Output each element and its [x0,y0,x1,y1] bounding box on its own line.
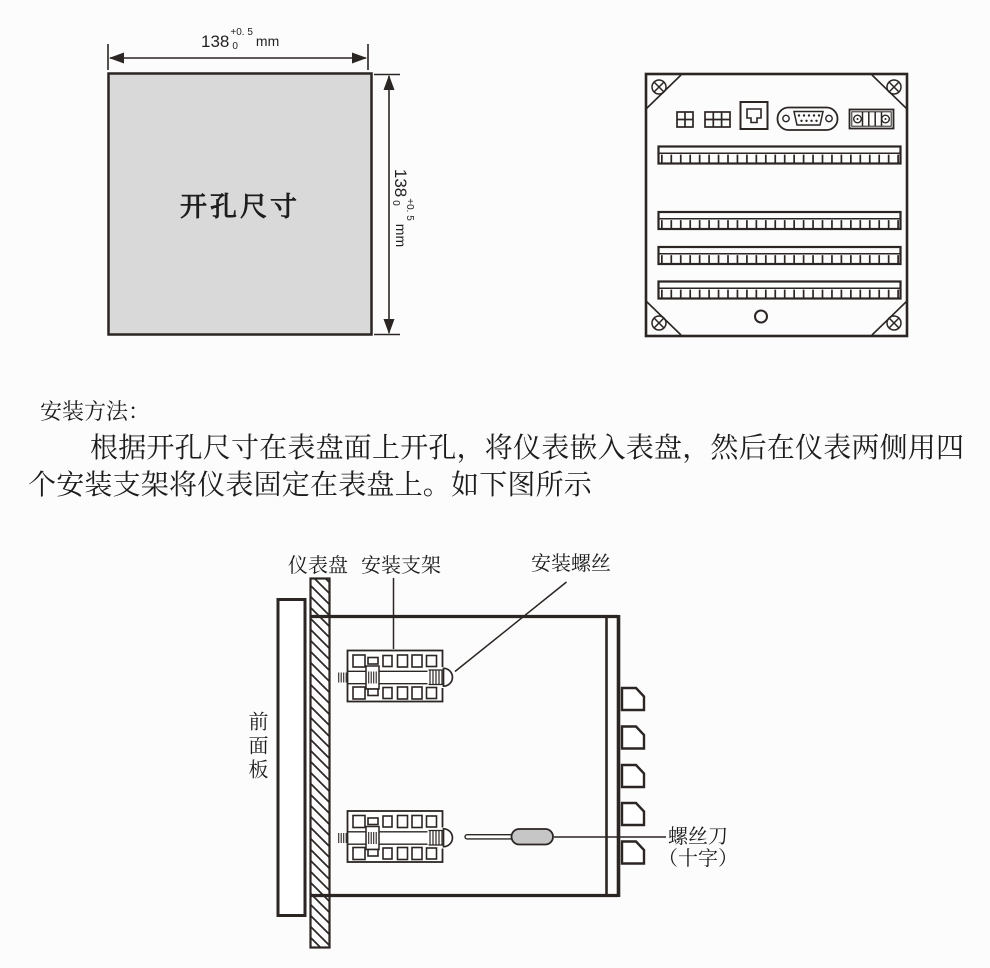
rear-panel-drawing [646,74,907,336]
bottom-hole [755,311,767,323]
terminal-strip [659,282,901,299]
arrowhead [384,75,395,90]
dimension-tolerance: +0. 5 0 [390,198,415,221]
terminal-strip [659,147,901,164]
rear-terminal [622,842,644,864]
screwdriver-icon [465,829,553,845]
rear-terminal [622,765,644,787]
rear-terminal [622,688,644,710]
screw-label: 安装螺丝 [531,553,611,575]
bracket-label: 安装支架 [361,555,441,577]
screw-leader-line [455,582,567,672]
terminal-3pin-icon [705,112,730,127]
terminal-strip [659,247,901,264]
arrowhead [109,53,124,64]
dimension-unit: mm [393,223,409,248]
rj45-port-icon [741,102,768,129]
front-panel-bezel [278,600,305,916]
corner-screw-icon [887,80,901,94]
db9-port-icon [778,108,838,131]
install-method-heading: 安装方法： [40,399,151,424]
dimension-unit: mm [255,33,280,49]
screwdriver-label: 螺丝刀 [668,826,728,848]
cutout-width-dimension [201,29,279,53]
arrowhead [352,53,367,64]
terminal-strip [659,212,901,229]
arrowhead [384,319,395,334]
mounting-bracket-top [339,651,453,702]
rear-terminal [622,803,644,825]
panel-label: 仪表盘 [288,555,348,577]
cutout-height-dimension [389,166,413,250]
dimension-value: 138 [201,31,230,51]
mounting-panel-hatched [311,579,330,948]
cutout-caption: 开孔尺寸 [180,191,300,222]
corner-screw-icon [887,316,901,330]
screwdriver-type-label: （十字） [658,848,738,870]
install-method-body: 根据开孔尺寸在表盘面上开孔，将仪表嵌入表盘，然后在仪表两侧用四个安装支架将仪表固定在表盘上。如下图所示 [28,433,965,501]
mounting-bracket-bottom [339,811,453,862]
dimension-tolerance: +0. 5 0 [230,27,253,52]
dimension-value: 138 [391,168,411,198]
rear-terminal [622,727,644,749]
corner-screw-icon [652,80,666,94]
installation-side-view-drawing [278,578,666,948]
terminal-2pin-icon [677,112,693,127]
power-terminal-icon [850,110,894,129]
front-panel-label: 前面板 [245,711,267,783]
corner-screw-icon [652,316,666,330]
